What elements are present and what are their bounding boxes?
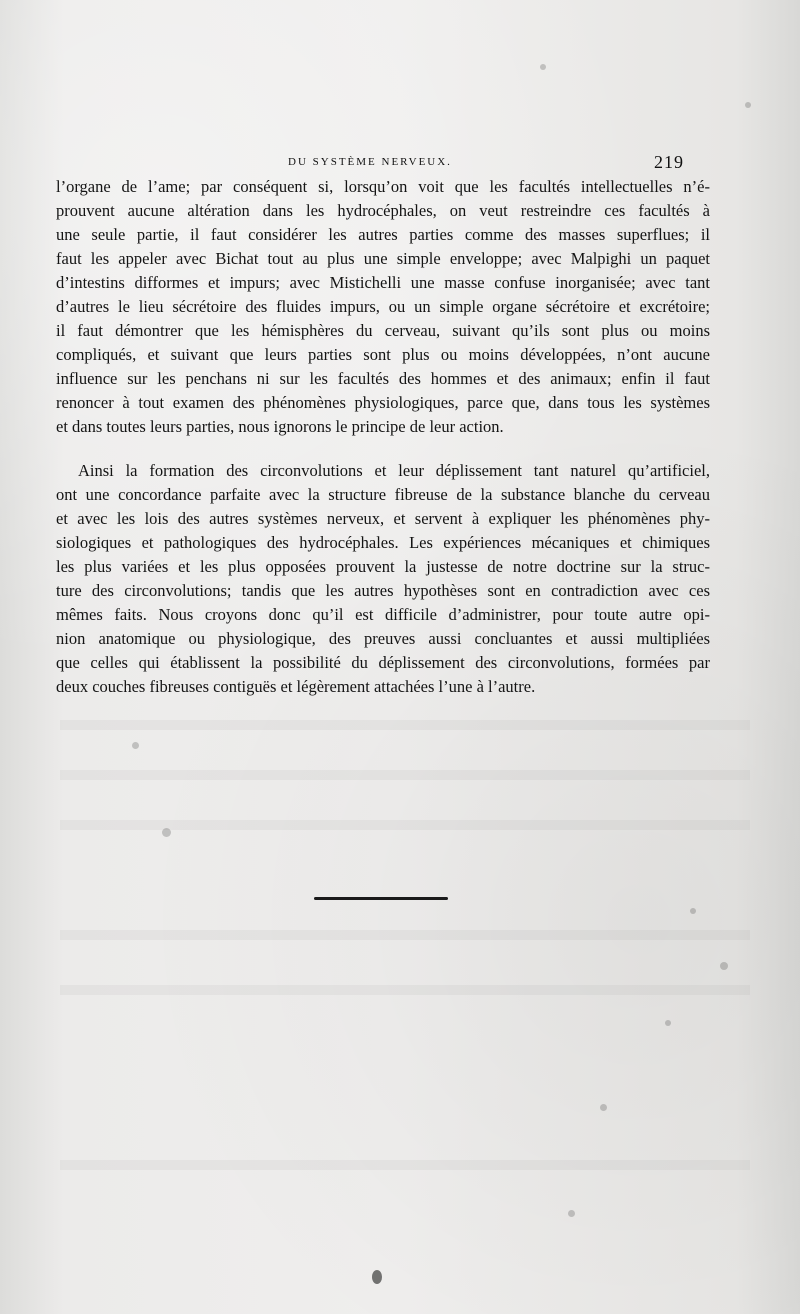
text-line: ont une concordance parfaite avec la structure fibreuse de la substance blanche du cerveau (56, 485, 710, 504)
foxing-speck (540, 64, 546, 70)
foxing-speck (600, 1104, 607, 1111)
text-line: une seule partie, il faut considérer les autres parties comme des masses superflues; il (56, 225, 710, 244)
running-head (0, 152, 800, 176)
text-line: que celles qui établissent la possibilité du déplissement des circonvolutions, formées par (56, 653, 710, 672)
text-line: d’intestins difformes et impurs; avec Mistichelli une masse confuse inorganisée; avec tant (56, 273, 710, 292)
bleed-through-band (60, 985, 750, 995)
running-title: DU SYSTÈME NERVEUX. (288, 156, 452, 168)
page-number: 219 (654, 152, 684, 172)
bleed-through-band (60, 1160, 750, 1170)
text-line: d’autres le lieu sécrétoire des fluides impurs, ou un simple organe sécrétoire et excrétoire; (56, 297, 710, 316)
foxing-speck (745, 102, 751, 108)
text-line: l’organe de l’ame; par conséquent si, lorsqu’on voit que les facultés intellectuelles n’é- (56, 177, 710, 196)
text-line: et avec les lois des autres systèmes nerveux, et servent à expliquer les phénomènes phy- (56, 509, 710, 528)
text-line: ture des circonvolutions; tandis que les autres hypothèses sont en contradiction avec ces (56, 581, 710, 600)
text-line: il faut démontrer que les hémisphères du cerveau, suivant qu’ils sont plus ou moins (56, 321, 710, 340)
bleed-through-band (60, 770, 750, 780)
text-line: et dans toutes leurs parties, nous ignorons le principe de leur action. (56, 417, 504, 436)
text-line: influence sur les penchans ni sur les facultés des hommes et des animaux; enfin il faut (56, 369, 710, 388)
foxing-speck (690, 908, 696, 914)
text-line: renoncer à tout examen des phénomènes physiologiques, parce que, dans tous les systèmes (56, 393, 710, 412)
foxing-speck (132, 742, 139, 749)
foxing-speck (568, 1210, 575, 1217)
foxing-speck (372, 1270, 382, 1284)
paragraph-2 (56, 459, 710, 699)
paragraph-1 (56, 175, 710, 439)
text-line: mêmes faits. Nous croyons donc qu’il est difficile d’administrer, pour toute autre opi- (56, 605, 710, 624)
text-line: nion anatomique ou physiologique, des preuves aussi concluantes et aussi multipliées (56, 629, 710, 648)
text-line: faut les appeler avec Bichat tout au plus une simple enveloppe; avec Malpighi un paquet (56, 249, 710, 268)
bleed-through-band (60, 930, 750, 940)
text-line: siologiques et pathologiques des hydrocéphales. Les expériences mécaniques et chimiques (56, 533, 710, 552)
foxing-speck (162, 828, 171, 837)
foxing-speck (720, 962, 728, 970)
text-line: deux couches fibreuses contiguës et légèrement attachées l’une à l’autre. (56, 677, 536, 696)
foxing-speck (665, 1020, 671, 1026)
bleed-through-band (60, 720, 750, 730)
section-end-rule (314, 897, 448, 900)
text-line: les plus variées et les plus opposées prouvent la justesse de notre doctrine sur la struc- (56, 557, 710, 576)
text-line: Ainsi la formation des circonvolutions et leur déplissement tant naturel qu’artificiel, (78, 461, 710, 480)
text-line: compliqués, et suivant que leurs parties sont plus ou moins développées, n’ont aucune (56, 345, 710, 364)
text-line: prouvent aucune altération dans les hydrocéphales, on veut restreindre ces facultés à (56, 201, 710, 220)
